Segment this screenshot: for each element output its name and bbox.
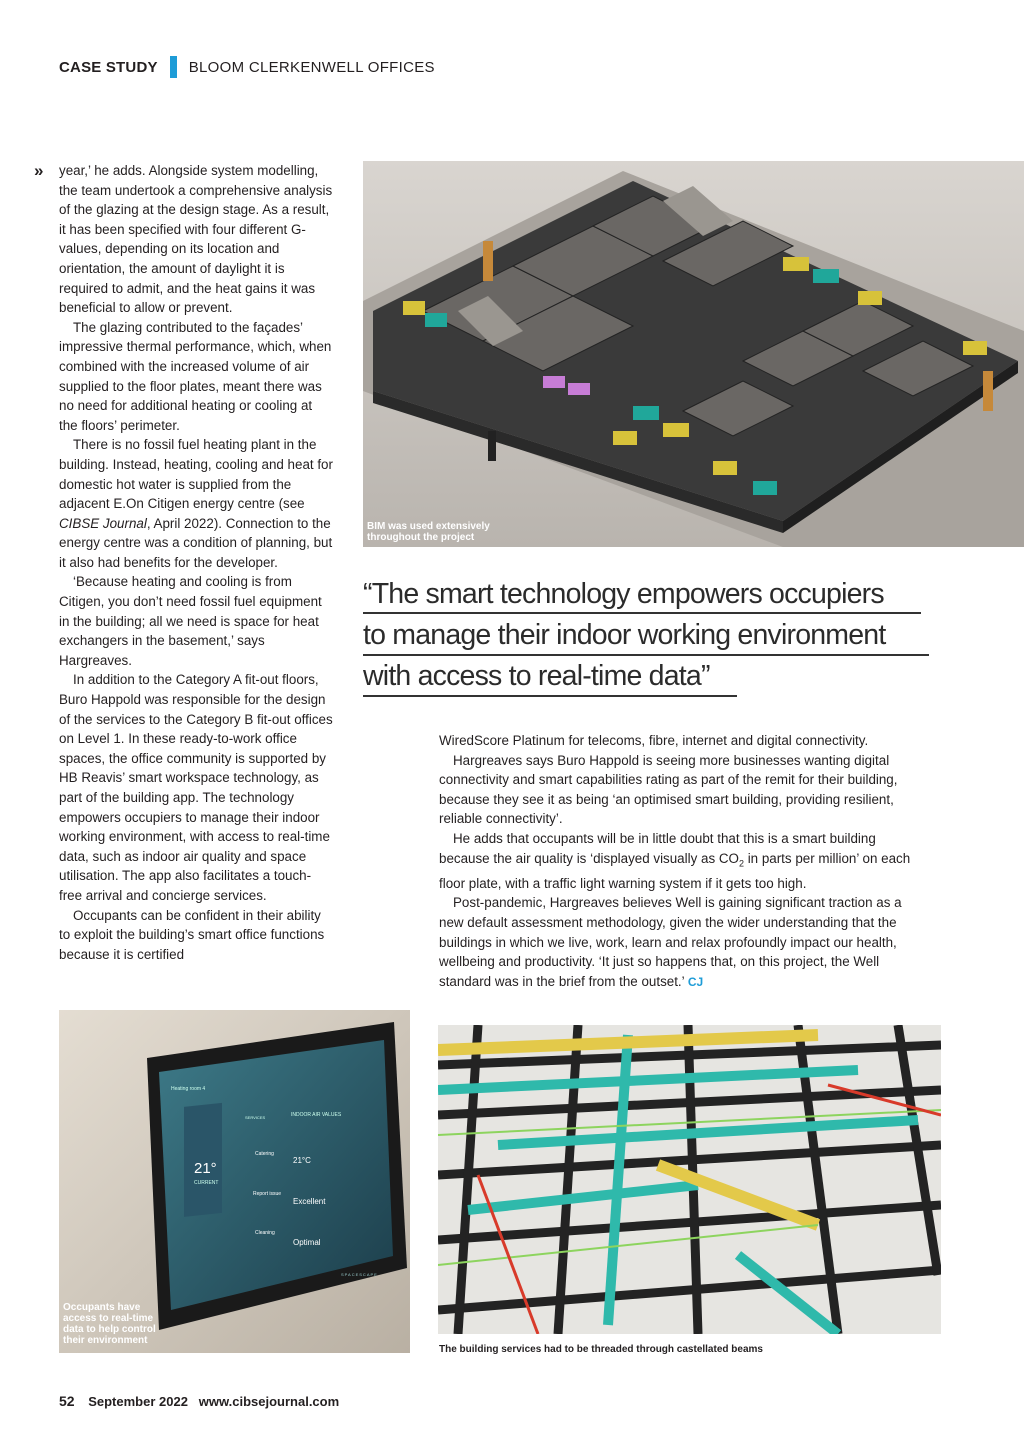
- paragraph-text: Post-pandemic, Hargreaves believes Well is gaining significant traction as a new default assessment methodology, given the wider understanding that the buildings in which we live, work, learn and relax profoundly impact our health, wellbeing and productivity. ‘It just so happens that, on this project, the Well standard was in the brief from the outset.’: [439, 895, 902, 989]
- paragraph-text: in parts per million’ on each floor plate, with a traffic light warning system if it gets too high.: [439, 850, 911, 891]
- tablet-air-value: Optimal: [293, 1238, 321, 1247]
- tablet-air-value: 21°C: [293, 1156, 311, 1165]
- running-header: [59, 56, 435, 78]
- right-column: [439, 731, 921, 992]
- pull-quote: [363, 574, 943, 697]
- end-mark: CJ: [687, 974, 704, 989]
- paragraph: year,’ he adds. Alongside system modelling, the team undertook a comprehensive analysis of the glazing at the design stage. As a result, it has been specified with four different G-values, depending on its location and orientation, the amount of daylight it is required to admit, and the heat gains it was beneficial to allow or prevent.: [59, 163, 333, 316]
- pull-quote-line: to manage their indoor working environment: [363, 619, 886, 651]
- website-url: www.cibsejournal.com: [198, 1394, 340, 1409]
- tablet-air-value: Excellent: [293, 1197, 326, 1206]
- quote-rule: [363, 695, 737, 697]
- castellated-beams-image: [438, 1025, 941, 1334]
- tablet-temperature: 21°: [194, 1160, 217, 1177]
- issue-date: September 2022: [88, 1394, 188, 1409]
- paragraph: [439, 829, 921, 893]
- citation-rest: , April 2022). Connection to the energy centre was a condition of planning, but it also had benefits for the developer.: [59, 515, 333, 570]
- beams-caption: The building services had to be threaded through castellated beams: [439, 1344, 763, 1355]
- section-label: CASE STUDY: [59, 58, 158, 76]
- tablet-room-label: Heating room 4: [171, 1086, 206, 1092]
- page-footer: [59, 1393, 339, 1409]
- tablet-service-cell: Cleaning: [255, 1230, 275, 1236]
- paragraph-text: He adds that occupants will be in little doubt that this is a smart building because the air quality is ‘displayed visually as CO: [439, 830, 876, 866]
- bim-model-drawing: [363, 161, 1024, 547]
- tablet-service-cell: Catering: [255, 1151, 274, 1157]
- left-column: [59, 161, 333, 964]
- paragraph: WiredScore Platinum for telecoms, fibre, internet and digital connectivity.: [439, 733, 869, 748]
- paragraph: [439, 893, 921, 992]
- tablet-service-cell: Report issue: [253, 1191, 282, 1197]
- tablet-brand: SPACESCAPE: [341, 1272, 378, 1277]
- paragraph: [59, 435, 333, 572]
- tablet-caption: Occupants have access to real-time data to help control their environment: [63, 1302, 156, 1346]
- paragraph: In addition to the Category A fit-out floors, Buro Happold was responsible for the design of the services to the Category B fit-out offices on Level 1. In these ready-to-work office spaces, the office community is supported by HB Reavis’ smart workspace technology, as part of the building app. The technology empowers occupiers to manage their indoor working environment, with access to real-time data, such as indoor air quality and space utilisation. The app also facilitates a touch-free arrival and concierge services.: [59, 672, 333, 903]
- tablet-services-label: SERVICES: [245, 1115, 266, 1120]
- paragraph: The glazing contributed to the façades’ impressive thermal performance, which, when combined with the increased volume of air supplied to the floor plates, meant there was no need for additional heating or cooling at the floors’ perimeter.: [59, 319, 332, 433]
- tablet-temp-label: CURRENT: [194, 1180, 219, 1186]
- tablet-image: [59, 1010, 410, 1353]
- quote-rule: [363, 612, 921, 614]
- bim-model-image: [363, 161, 1024, 547]
- article-title: BLOOM CLERKENWELL OFFICES: [188, 58, 435, 76]
- pull-quote-line: “The smart technology empowers occupiers: [363, 578, 884, 610]
- paragraph: ‘Because heating and cooling is from Citigen, you don’t need fossil fuel equipment in the building; all we need is space for heat exchangers in the basement,’ says Hargreaves.: [59, 574, 322, 668]
- citation-journal: CIBSE Journal: [59, 515, 147, 531]
- co2-subscript: 2: [738, 858, 744, 869]
- paragraph: Hargreaves says Buro Happold is seeing more businesses wanting digital connectivity and smart capabilities rating as part of the remit for their building, because they see it as being ‘an optimised smart building, providing resilient, reliable connectivity’.: [439, 752, 898, 827]
- quote-rule: [363, 654, 929, 656]
- paragraph-text: There is no fossil fuel heating plant in the building. Instead, heating, cooling and heat for domestic hot water is supplied from the adjacent E.On Citigen energy centre (see: [59, 437, 333, 512]
- continued-chevron-icon: »: [34, 161, 44, 180]
- pull-quote-line: with access to real-time data”: [363, 660, 710, 692]
- beams-drawing: [438, 1025, 941, 1334]
- paragraph: Occupants can be confident in their ability to exploit the building’s smart office functions because it is certified: [59, 907, 325, 962]
- bim-caption: BIM was used extensively throughout the project: [367, 521, 490, 543]
- header-divider: [170, 56, 177, 78]
- tablet-air-label: INDOOR AIR VALUES: [291, 1112, 342, 1118]
- page-number: 52: [59, 1393, 75, 1409]
